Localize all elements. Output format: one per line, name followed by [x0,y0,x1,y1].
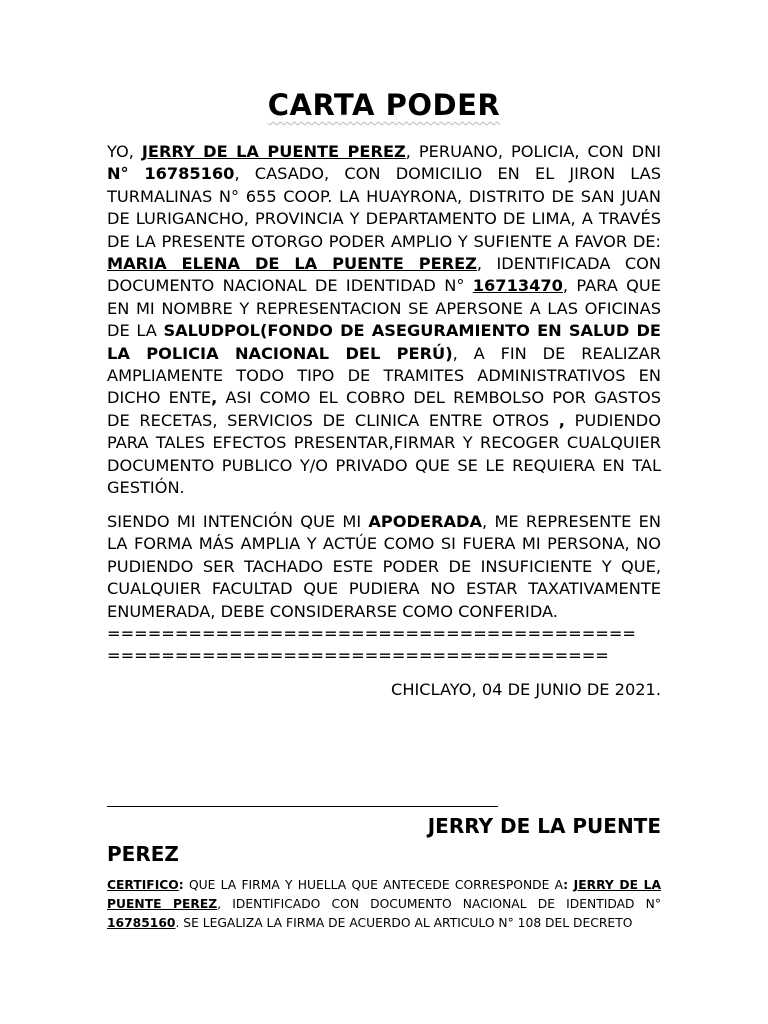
signer-name-line2: PEREZ [107,842,179,866]
paragraph-intention [107,511,661,668]
paragraph-grant [107,141,661,500]
grantor-name: JERRY DE LA PUENTE PEREZ [141,142,406,161]
text-segment: . SE LEGALIZA LA FIRMA DE ACUERDO AL ARTICULO N° 108 DEL DECRETO [175,916,633,930]
text-segment: , CASADO, CON DOMICILIO EN EL JIRON LAS TURMALINAS N° 655 COOP. LA HUAYRONA, DISTRITO DE SAN JUAN DE LURIGANCHO, PROVINCIA Y DEPARTAMENTO DE LIMA, A TRAVÉS DE LA PRESENTE OTORGO PODER AMPLIO Y SUFIENTE A FAVOR DE: [107,164,661,251]
certified-dni: 16785160 [107,916,176,930]
text-segment: , IDENTIFICADA CON DOCUMENTO NACIONAL DE IDENTIDAD N° [107,254,661,296]
text-segment: : [563,878,574,892]
text-segment: PUDIENDO PARA TALES EFECTOS PRESENTAR,FIRMAR Y RECOGER CUALQUIER DOCUMENTO PUBLICO Y/O PRIVADO QUE SE LE REQUIERA EN TAL GESTIÓN. [107,410,661,498]
certifico-label: CERTIFICO [107,878,179,892]
place-date: CHICLAYO, 04 DE JUNIO DE 2021. [391,680,661,699]
signer-name-line1: JERRY DE LA PUENTE [427,814,661,838]
text-segment: SIENDO MI INTENCIÓN QUE MI [107,512,369,531]
bold-comma: , [558,410,565,430]
attorney-name: MARIA ELENA DE LA PUENTE PEREZ [107,254,477,274]
certification-paragraph [107,876,661,933]
text-segment: , PERUANO, POLICIA, CON DNI [405,142,661,161]
separator-line: ======================================= [107,624,636,644]
signature-line [107,806,498,807]
text-segment: : [178,878,184,892]
text-segment: , IDENTIFICADO CON DOCUMENTO NACIONAL DE IDENTIDAD N° [217,897,661,911]
attorney-dni: 16713470 [472,276,563,296]
text-segment: , PARA QUE EN MI NOMBRE Y REPRESENTACION SE APERSONE A LAS OFICINAS DE LA [107,276,662,341]
separator-line: ===================================== [107,646,609,666]
text-segment: YO, [107,142,142,161]
text-segment: , ME REPRESENTE EN LA FORMA MÁS AMPLIA Y ACTÚE COMO SI FUERA MI PERSONA, NO PUDIENDO SER TACHADO ESTE PODER DE INSUFICIENTE Y QUE, CUALQUIER FACULTAD QUE PUDIERA NO ESTAR TAXATIVAMENTE ENUMERADA, DEBE CONSIDERARSE COMO CONFERIDA. [107,512,661,621]
text-segment: , A FIN DE REALIZAR AMPLIAMENTE TODO TIPO DE TRAMITES ADMINISTRATIVOS EN DICHO ENTE [107,343,661,408]
apoderada-word: APODERADA [368,512,482,531]
grantor-dni: N° 16785160 [107,164,235,184]
institution-name: SALUDPOL(FONDO DE ASEGURAMIENTO EN SALUD DE LA POLICIA NACIONAL DEL PERÚ) [107,321,661,363]
certified-name: JERRY DE LA PUENTE PEREZ [107,878,662,911]
document-title: CARTA PODER [267,88,501,122]
text-segment: QUE LA FIRMA Y HUELLA QUE ANTECEDE CORRESPONDE A [183,878,564,892]
signer-name [107,812,661,868]
text-segment: ASI COMO EL COBRO DEL REMBOLSO POR GASTOS DE RECETAS, SERVICIOS DE CLINICA ENTRE OTROS [107,388,661,430]
bold-comma: , [211,388,218,408]
